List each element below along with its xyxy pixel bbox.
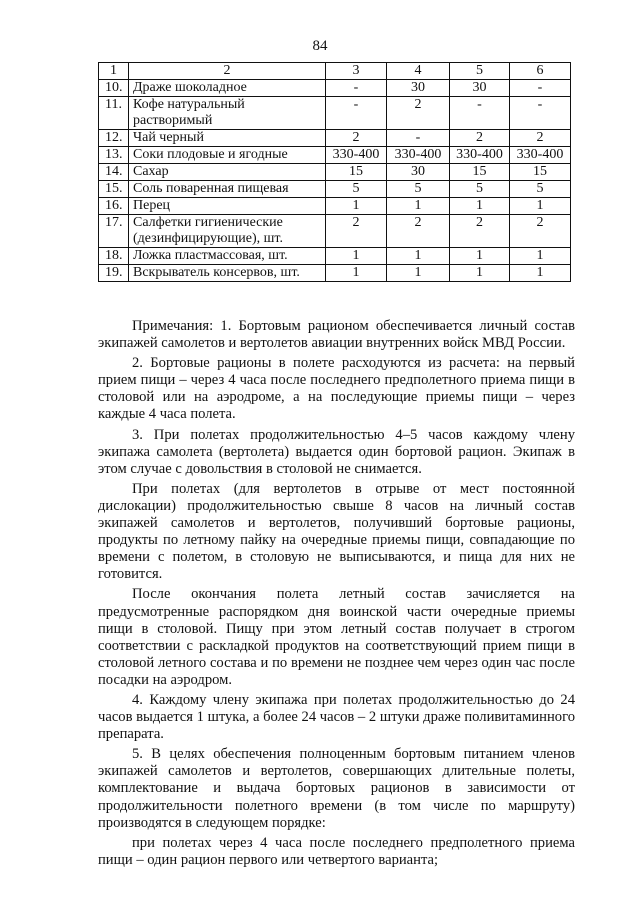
value-cell: 15 <box>326 164 387 181</box>
value-cell: 2 <box>510 215 571 248</box>
row-number-cell: 18. <box>99 248 129 265</box>
note-paragraph: Примечания: 1. Бортовым рационом обеспечивается личный состав экипажей самолетов и вертолетов авиации внутренних войск МВД России. <box>98 318 575 352</box>
item-name-cell: Соки плодовые и ягодные <box>129 147 326 164</box>
header-cell: 3 <box>326 63 387 80</box>
value-cell: 1 <box>387 198 450 215</box>
table-body <box>99 63 571 282</box>
item-name-cell: Сахар <box>129 164 326 181</box>
notes-section <box>98 318 575 872</box>
value-cell: 330-400 <box>450 147 510 164</box>
value-cell: - <box>510 97 571 130</box>
value-cell: 330-400 <box>387 147 450 164</box>
item-name-cell: Салфетки гигиенические (дезинфицирующие), шт. <box>129 215 326 248</box>
value-cell: 5 <box>326 181 387 198</box>
row-number-cell: 19. <box>99 265 129 282</box>
value-cell: - <box>326 80 387 97</box>
table-row <box>99 181 571 198</box>
header-cell: 6 <box>510 63 571 80</box>
table-row <box>99 80 571 97</box>
value-cell: 1 <box>326 265 387 282</box>
row-number-cell: 17. <box>99 215 129 248</box>
value-cell: 1 <box>450 248 510 265</box>
value-cell: 2 <box>450 215 510 248</box>
header-cell: 2 <box>129 63 326 80</box>
item-name-cell: Соль поваренная пищевая <box>129 181 326 198</box>
value-cell: 15 <box>510 164 571 181</box>
row-number-cell: 16. <box>99 198 129 215</box>
value-cell: 2 <box>326 130 387 147</box>
note-paragraph: После окончания полета летный состав зачисляется на предусмотренные распорядком дня воинской части очередные приемы пищи в столовой. Пищу при этом летный состав получает в строгом соответствии с раскладкой продуктов на соответствующий прием пищи в столовой летного состава и по времени не позднее чем через один час после посадки на аэродром. <box>98 586 575 688</box>
value-cell: 1 <box>450 265 510 282</box>
table-row <box>99 164 571 181</box>
row-number-cell: 13. <box>99 147 129 164</box>
header-cell: 1 <box>99 63 129 80</box>
value-cell: 1 <box>387 265 450 282</box>
table-row <box>99 198 571 215</box>
value-cell: - <box>450 97 510 130</box>
table-row <box>99 97 571 130</box>
value-cell: - <box>510 80 571 97</box>
row-number-cell: 15. <box>99 181 129 198</box>
item-name-cell: Ложка пластмассовая, шт. <box>129 248 326 265</box>
value-cell: 1 <box>387 248 450 265</box>
row-number-cell: 14. <box>99 164 129 181</box>
value-cell: 5 <box>450 181 510 198</box>
value-cell: 30 <box>387 164 450 181</box>
row-number-cell: 10. <box>99 80 129 97</box>
value-cell: 330-400 <box>326 147 387 164</box>
value-cell: 2 <box>387 97 450 130</box>
value-cell: 30 <box>450 80 510 97</box>
item-name-cell: Чай черный <box>129 130 326 147</box>
note-paragraph: При полетах (для вертолетов в отрыве от мест постоянной дислокации) продолжительностью свыше 8 часов на личный состав экипажей самолетов и вертолетов, получивший бортовые рационы, продукты по летному пайку на очередные приемы пищи, совпадающие по времени с полетом, в столовую не выписываются, и пища для них не готовится. <box>98 480 575 583</box>
table-row <box>99 130 571 147</box>
header-cell: 5 <box>450 63 510 80</box>
table-row <box>99 265 571 282</box>
value-cell: 1 <box>510 265 571 282</box>
item-name-cell: Кофе натуральный растворимый <box>129 97 326 130</box>
note-paragraph: 5. В целях обеспечения полноценным бортовым питанием членов экипажей самолетов и вертолетов, совершающих длительные полеты, комплектование и выдача бортовых рационов в зависимости от продолжительности полетного времени (в том числе по маршруту) производятся в следующем порядке: <box>98 746 575 831</box>
item-name-cell: Вскрыватель консервов, шт. <box>129 265 326 282</box>
note-paragraph: 2. Бортовые рационы в полете расходуются из расчета: на первый прием пищи – через 4 часа после последнего предполетного приема пищи в столовой или на аэродроме, а на последующие приемы пищи – через каждые 4 часа полета. <box>98 355 575 423</box>
value-cell: - <box>326 97 387 130</box>
value-cell: 15 <box>450 164 510 181</box>
value-cell: 330-400 <box>510 147 571 164</box>
table-row <box>99 248 571 265</box>
row-number-cell: 11. <box>99 97 129 130</box>
table-header-row <box>99 63 571 80</box>
value-cell: 1 <box>510 198 571 215</box>
value-cell: 2 <box>387 215 450 248</box>
value-cell: 5 <box>510 181 571 198</box>
item-name-cell: Драже шоколадное <box>129 80 326 97</box>
item-name-cell: Перец <box>129 198 326 215</box>
note-paragraph: 3. При полетах продолжительностью 4–5 часов каждому члену экипажа самолета (вертолета) выдается один бортовой рацион. Экипаж в этом случае с довольствия в столовой не снимается. <box>98 426 575 477</box>
value-cell: 1 <box>326 198 387 215</box>
note-paragraph: при полетах через 4 часа после последнего предполетного приема пищи – один рацион первого или четвертого варианта; <box>98 834 575 868</box>
ration-table <box>98 62 571 282</box>
value-cell: 2 <box>510 130 571 147</box>
value-cell: 1 <box>450 198 510 215</box>
note-paragraph: 4. Каждому члену экипажа при полетах продолжительностью до 24 часов выдается 1 штука, а более 24 часов – 2 штуки драже поливитаминного препарата. <box>98 691 575 743</box>
value-cell: 30 <box>387 80 450 97</box>
value-cell: - <box>387 130 450 147</box>
value-cell: 2 <box>450 130 510 147</box>
header-cell: 4 <box>387 63 450 80</box>
value-cell: 2 <box>326 215 387 248</box>
page-number: 84 <box>312 38 328 54</box>
row-number-cell: 12. <box>99 130 129 147</box>
table-row <box>99 147 571 164</box>
value-cell: 5 <box>387 181 450 198</box>
value-cell: 1 <box>510 248 571 265</box>
value-cell: 1 <box>326 248 387 265</box>
table-row <box>99 215 571 248</box>
